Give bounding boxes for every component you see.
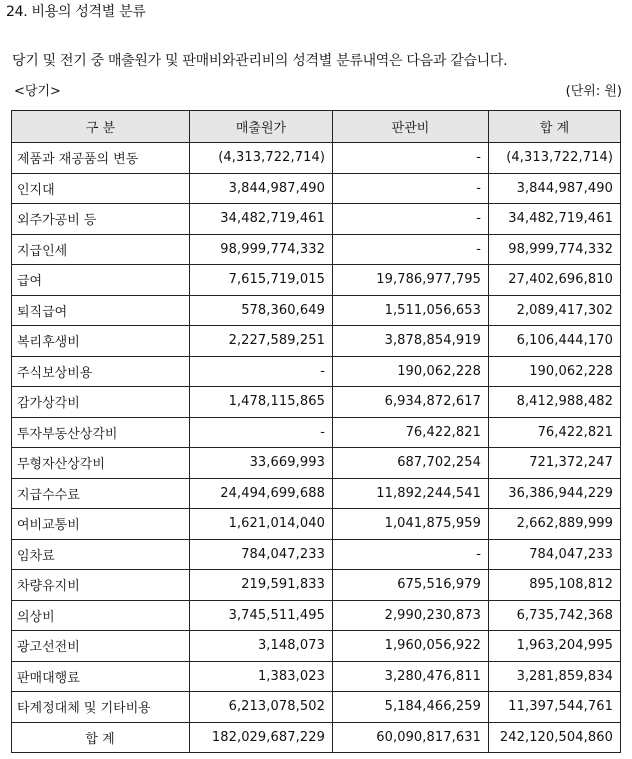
row-label: 외주가공비 등 bbox=[12, 204, 190, 235]
row-sga: 1,511,056,653 bbox=[333, 295, 489, 326]
table-body bbox=[12, 143, 621, 723]
row-label: 감가상각비 bbox=[12, 387, 190, 418]
row-label: 차량유지비 bbox=[12, 570, 190, 601]
row-cogs: 34,482,719,461 bbox=[190, 204, 333, 235]
row-label: 광고선전비 bbox=[12, 631, 190, 662]
row-total: 27,402,696,810 bbox=[489, 265, 621, 296]
row-label: 지급인세 bbox=[12, 234, 190, 265]
table-row bbox=[12, 661, 621, 692]
total-row-label: 합 계 bbox=[12, 722, 190, 753]
row-sga: 3,280,476,811 bbox=[333, 661, 489, 692]
row-total: 190,062,228 bbox=[489, 356, 621, 387]
row-label: 복리후생비 bbox=[12, 326, 190, 357]
row-sga: 6,934,872,617 bbox=[333, 387, 489, 418]
table-row bbox=[12, 326, 621, 357]
row-cogs: 3,148,073 bbox=[190, 631, 333, 662]
row-cogs: (4,313,722,714) bbox=[190, 143, 333, 174]
table-total-row bbox=[12, 722, 621, 753]
table-row bbox=[12, 417, 621, 448]
row-sga: 1,960,056,922 bbox=[333, 631, 489, 662]
row-total: 34,482,719,461 bbox=[489, 204, 621, 235]
column-header-total: 합 계 bbox=[489, 111, 621, 143]
row-cogs: 33,669,993 bbox=[190, 448, 333, 479]
table-row bbox=[12, 631, 621, 662]
row-sga: 19,786,977,795 bbox=[333, 265, 489, 296]
row-total: 6,735,742,368 bbox=[489, 600, 621, 631]
table-row bbox=[12, 570, 621, 601]
row-sga: 190,062,228 bbox=[333, 356, 489, 387]
row-cogs: - bbox=[190, 356, 333, 387]
row-label: 퇴직급여 bbox=[12, 295, 190, 326]
row-cogs: 6,213,078,502 bbox=[190, 692, 333, 723]
row-sga: 76,422,821 bbox=[333, 417, 489, 448]
row-label: 의상비 bbox=[12, 600, 190, 631]
column-header-sga: 판관비 bbox=[333, 111, 489, 143]
row-label: 지급수수료 bbox=[12, 478, 190, 509]
table-row bbox=[12, 265, 621, 296]
row-cogs: 219,591,833 bbox=[190, 570, 333, 601]
table-header-row bbox=[12, 111, 621, 143]
row-label: 투자부동산상각비 bbox=[12, 417, 190, 448]
table-row bbox=[12, 234, 621, 265]
row-label: 인지대 bbox=[12, 173, 190, 204]
table-row bbox=[12, 143, 621, 174]
column-header-category: 구 분 bbox=[12, 111, 190, 143]
table-row bbox=[12, 173, 621, 204]
period-label: <당기> bbox=[14, 84, 61, 99]
row-label: 여비교통비 bbox=[12, 509, 190, 540]
row-label: 제품과 재공품의 변동 bbox=[12, 143, 190, 174]
table-row bbox=[12, 295, 621, 326]
row-sga: 5,184,466,259 bbox=[333, 692, 489, 723]
column-header-cogs: 매출원가 bbox=[190, 111, 333, 143]
row-total: 36,386,944,229 bbox=[489, 478, 621, 509]
row-sga: - bbox=[333, 539, 489, 570]
row-sga: 1,041,875,959 bbox=[333, 509, 489, 540]
row-label: 급여 bbox=[12, 265, 190, 296]
row-sga: - bbox=[333, 204, 489, 235]
row-cogs: 3,745,511,495 bbox=[190, 600, 333, 631]
row-total: 11,397,544,761 bbox=[489, 692, 621, 723]
table-row bbox=[12, 356, 621, 387]
row-sga: 2,990,230,873 bbox=[333, 600, 489, 631]
table-row bbox=[12, 478, 621, 509]
table-row bbox=[12, 448, 621, 479]
table-row bbox=[12, 204, 621, 235]
row-total: 76,422,821 bbox=[489, 417, 621, 448]
row-total: 3,281,859,834 bbox=[489, 661, 621, 692]
expense-table bbox=[11, 110, 621, 753]
row-cogs: 1,383,023 bbox=[190, 661, 333, 692]
row-cogs: 1,478,115,865 bbox=[190, 387, 333, 418]
row-sga: - bbox=[333, 234, 489, 265]
section-title: 24. 비용의 성격별 분류 bbox=[6, 4, 146, 20]
row-cogs: 784,047,233 bbox=[190, 539, 333, 570]
row-total: 2,662,889,999 bbox=[489, 509, 621, 540]
intro-text: 당기 및 전기 중 매출원가 및 판매비와관리비의 성격별 분류내역은 다음과 같습니다. bbox=[12, 53, 508, 69]
total-row-cogs: 182,029,687,229 bbox=[190, 722, 333, 753]
row-total: 721,372,247 bbox=[489, 448, 621, 479]
row-label: 임차료 bbox=[12, 539, 190, 570]
row-total: (4,313,722,714) bbox=[489, 143, 621, 174]
row-total: 2,089,417,302 bbox=[489, 295, 621, 326]
row-sga: 11,892,244,541 bbox=[333, 478, 489, 509]
row-cogs: 1,621,014,040 bbox=[190, 509, 333, 540]
row-total: 895,108,812 bbox=[489, 570, 621, 601]
row-cogs: 2,227,589,251 bbox=[190, 326, 333, 357]
row-sga: 675,516,979 bbox=[333, 570, 489, 601]
row-total: 8,412,988,482 bbox=[489, 387, 621, 418]
unit-label: (단위: 원) bbox=[565, 84, 622, 99]
row-label: 무형자산상각비 bbox=[12, 448, 190, 479]
row-total: 6,106,444,170 bbox=[489, 326, 621, 357]
row-total: 3,844,987,490 bbox=[489, 173, 621, 204]
table-row bbox=[12, 509, 621, 540]
total-row-sga: 60,090,817,631 bbox=[333, 722, 489, 753]
table-row bbox=[12, 539, 621, 570]
row-label: 판매대행료 bbox=[12, 661, 190, 692]
row-sga: - bbox=[333, 143, 489, 174]
row-sga: - bbox=[333, 173, 489, 204]
row-cogs: 3,844,987,490 bbox=[190, 173, 333, 204]
table-row bbox=[12, 387, 621, 418]
row-cogs: 578,360,649 bbox=[190, 295, 333, 326]
row-total: 1,963,204,995 bbox=[489, 631, 621, 662]
row-cogs: 24,494,699,688 bbox=[190, 478, 333, 509]
row-sga: 687,702,254 bbox=[333, 448, 489, 479]
row-cogs: - bbox=[190, 417, 333, 448]
row-total: 784,047,233 bbox=[489, 539, 621, 570]
row-cogs: 98,999,774,332 bbox=[190, 234, 333, 265]
row-total: 98,999,774,332 bbox=[489, 234, 621, 265]
table-row bbox=[12, 600, 621, 631]
row-cogs: 7,615,719,015 bbox=[190, 265, 333, 296]
total-row-total: 242,120,504,860 bbox=[489, 722, 621, 753]
table-row bbox=[12, 692, 621, 723]
row-sga: 3,878,854,919 bbox=[333, 326, 489, 357]
row-label: 타계정대체 및 기타비용 bbox=[12, 692, 190, 723]
row-label: 주식보상비용 bbox=[12, 356, 190, 387]
